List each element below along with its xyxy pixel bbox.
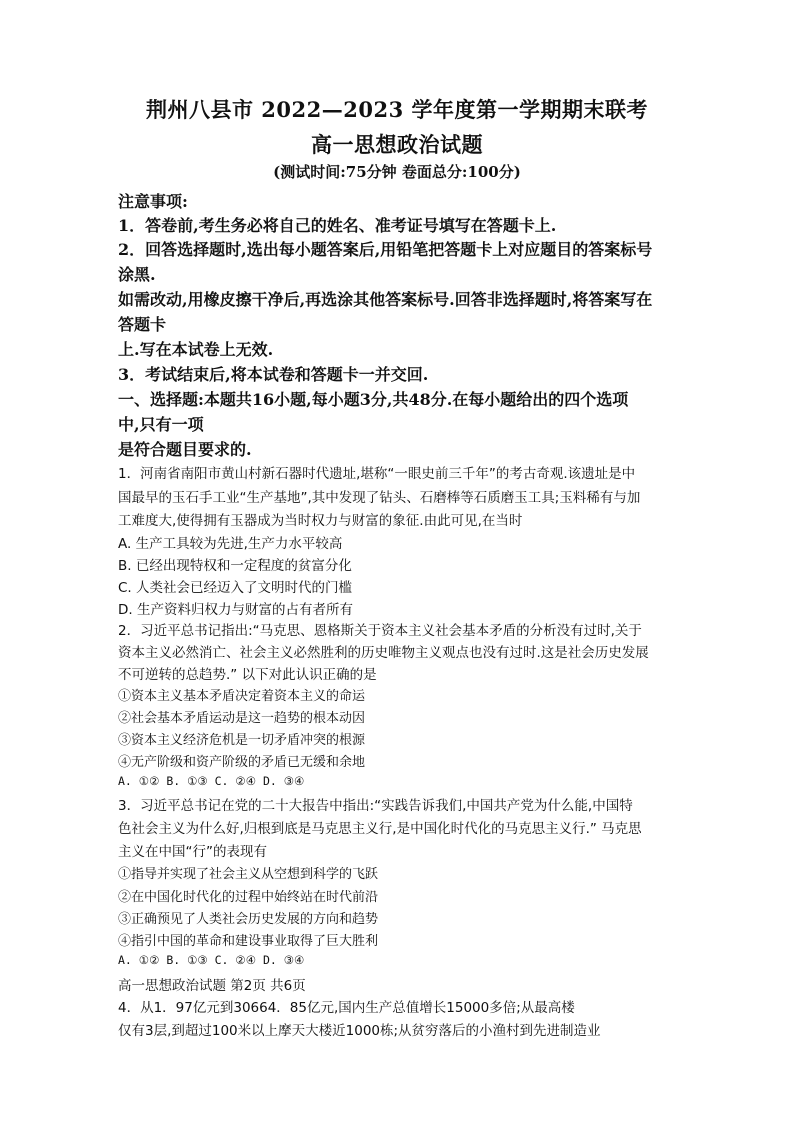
notice-line: 2．回答选择题时,选出每小题答案后,用铅笔把答题卡上对应题目的答案标号 [118, 240, 653, 259]
exam-subtitle: 高一思想政治试题 [311, 132, 483, 157]
question-2-stem: 2．习近平总书记指出:“马克思、恩格斯关于资本主义社会基本矛盾的分析没有过时,关于 [118, 623, 642, 639]
question-1-option-b: B. 已经出现特权和一定程度的贫富分化 [118, 558, 352, 574]
notice-line: 涂黑. [118, 265, 156, 284]
section-heading: 是符合题目要求的. [118, 440, 252, 459]
question-1-option-c: C. 人类社会已经迈入了文明时代的门槛 [118, 580, 353, 596]
page-footer-label: 高一思想政治试题 第2页 共6页 [118, 978, 306, 994]
question-3-stem: 3．习近平总书记在党的二十大报告中指出:“实践告诉我们,中国共产党为什么能,中国特 [118, 798, 633, 814]
question-1-option-a: A. 生产工具较为先进,生产力水平较高 [118, 536, 343, 552]
question-4-stem: 4．从1．97亿元到30664．85亿元,国内生产总值增长15000多倍;从最高楼 [118, 1000, 575, 1016]
question-2-item: ④无产阶级和资产阶级的矛盾已无缓和余地 [118, 755, 366, 770]
question-3-item: ①指导并实现了社会主义从空想到科学的飞跃 [118, 867, 379, 882]
question-2-item: ①资本主义基本矛盾决定着资本主义的命运 [118, 689, 366, 704]
notice-line: 1．答卷前,考生务必将自己的姓名、准考证号填写在答题卡上. [118, 216, 557, 235]
question-3-stem: 主义在中国“行”的表现有 [118, 844, 267, 860]
question-3-item: ④指引中国的革命和建设事业取得了巨大胜利 [118, 934, 379, 949]
notice-line: 答题卡 [118, 315, 167, 334]
section-heading: 一、选择题:本题共16小题,每小题3分,共48分.在每小题给出的四个选项 [118, 390, 629, 409]
notice-heading: 注意事项: [118, 192, 188, 211]
notice-line: 如需改动,用橡皮擦干净后,再选涂其他答案标号.回答非选择题时,将答案写在 [118, 290, 653, 309]
question-3-item: ②在中国化时代化的过程中始终站在时代前沿 [118, 890, 379, 905]
question-2-item: ②社会基本矛盾运动是这一趋势的根本动因 [118, 711, 366, 726]
question-1-stem: 工难度大,使得拥有玉器成为当时权力与财富的象征.由此可见,在当时 [118, 513, 523, 529]
question-1-stem: 1．河南省南阳市黄山村新石器时代遗址,堪称“一眼史前三千年”的考古奇观.该遗址是中 [118, 466, 636, 482]
section-heading: 中,只有一项 [118, 415, 204, 434]
notice-line: 上.写在本试卷上无效. [118, 340, 274, 359]
question-4-stem: 仅有3层,到超过100米以上摩天大楼近1000栋;从贫穷落后的小渔村到先进制造业 [118, 1023, 601, 1039]
exam-title: 荆州八县市 2022—2023 学年度第一学期期末联考 [145, 97, 648, 122]
question-3-item: ③正确预见了人类社会历史发展的方向和趋势 [118, 912, 379, 927]
question-2-stem: 资本主义必然消亡、社会主义必然胜利的历史唯物主义观点也没有过时.这是社会历史发展 [118, 645, 649, 661]
exam-info: (测试时间:75分钟 卷面总分:100分) [273, 163, 521, 181]
notice-line: 3．考试结束后,将本试卷和答题卡一并交回. [118, 365, 429, 384]
question-2-options: A. ①② B. ①③ C. ②④ D. ③④ [118, 774, 305, 788]
question-3-stem: 色社会主义为什么好,归根到底是马克思主义行,是中国化时代化的马克思主义行.” 马克思 [118, 821, 642, 837]
question-2-item: ③资本主义经济危机是一切矛盾冲突的根源 [118, 733, 366, 748]
question-1-stem: 国最早的玉石手工业“生产基地”,其中发现了钻头、石磨棒等石质磨玉工具;玉料稀有与加 [118, 490, 641, 506]
question-2-stem: 不可逆转的总趋势.” 以下对此认识正确的是 [118, 667, 377, 683]
question-3-options: A. ①② B. ①③ C. ②④ D. ③④ [118, 953, 305, 967]
question-1-option-d: D. 生产资料归权力与财富的占有者所有 [118, 602, 353, 618]
